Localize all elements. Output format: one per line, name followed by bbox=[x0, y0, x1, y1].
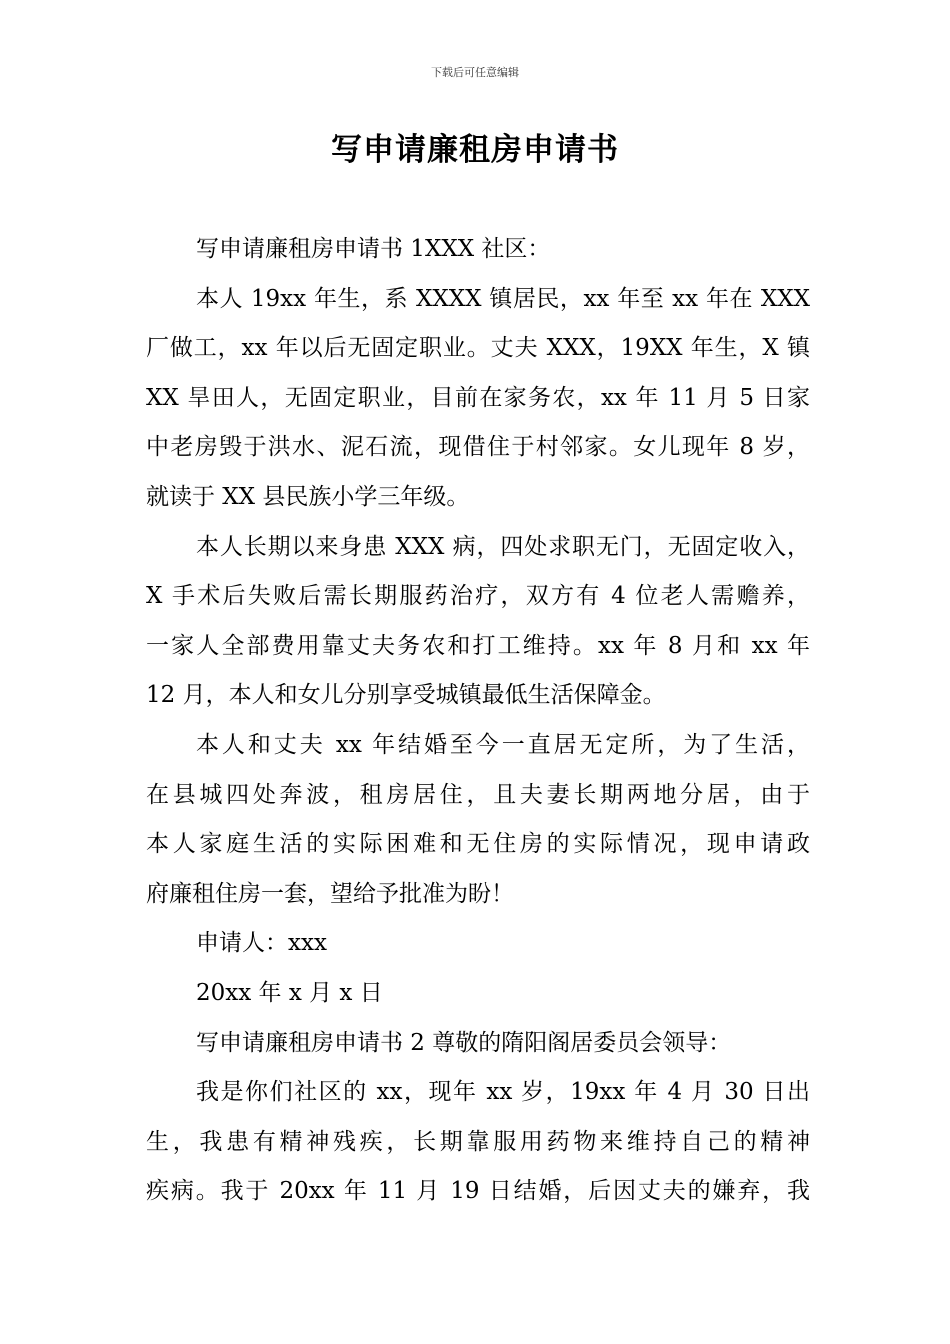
paragraph-line: 厂做工，xx 年以后无固定职业。丈夫 XXX，19XX 年生，X 镇 bbox=[146, 335, 810, 362]
paragraph-line: 写申请廉租房申请书 1XXX 社区： bbox=[196, 236, 551, 262]
paragraph-line: 12 月，本人和女儿分别享受城镇最低生活保障金。 bbox=[146, 682, 666, 709]
document-body bbox=[146, 225, 810, 1217]
paragraph-line: 生，我患有精神残疾，长期靠服用药物来维持自己的精神 bbox=[146, 1128, 810, 1155]
paragraph-line: 本人家庭生活的实际困难和无住房的实际情况，现申请政 bbox=[146, 831, 810, 858]
paragraph-line: 本人长期以来身患 XXX 病，四处求职无门，无固定收入， bbox=[196, 533, 810, 560]
paragraph-line: 本人和丈夫 xx 年结婚至今一直居无定所，为了生活， bbox=[196, 731, 810, 758]
paragraph-line: 我是你们社区的 xx，现年 xx 岁，19xx 年 4 月 30 日出 bbox=[196, 1079, 810, 1106]
paragraph-line: 一家人全部费用靠丈夫务农和打工维持。xx 年 8 月和 xx 年 bbox=[146, 632, 810, 659]
paragraph-line: 中老房毁于洪水、泥石流，现借住于村邻家。女儿现年 8 岁， bbox=[146, 434, 810, 461]
document-title: 写申请廉租房申请书 bbox=[331, 132, 619, 168]
header-note: 下载后可任意编辑 bbox=[431, 66, 519, 79]
paragraph-line: 就读于 XX 县民族小学三年级。 bbox=[146, 483, 470, 510]
applicant-line: 申请人：xxx bbox=[196, 930, 327, 957]
date-line: 20xx 年 x 月 x 日 bbox=[196, 979, 383, 1006]
paragraph-line: 在县城四处奔波，租房居住，且夫妻长期两地分居，由于 bbox=[146, 781, 810, 808]
paragraph-line: 府廉租住房一套，望给予批准为盼！ bbox=[146, 880, 514, 907]
paragraph-line: X 手术后失败后需长期服药治疗，双方有 4 位老人需赡养， bbox=[146, 583, 810, 610]
paragraph-line: 疾病。我于 20xx 年 11 月 19 日结婚，后因丈夫的嫌弃，我 bbox=[146, 1178, 810, 1205]
paragraph-line: XX 旱田人，无固定职业，目前在家务农，xx 年 11 月 5 日家 bbox=[146, 384, 810, 411]
paragraph-line: 本人 19xx 年生，系 XXXX 镇居民，xx 年至 xx 年在 XXX bbox=[196, 285, 810, 312]
paragraph-line: 写申请廉租房申请书 2 尊敬的隋阳阁居委员会领导： bbox=[196, 1029, 732, 1056]
